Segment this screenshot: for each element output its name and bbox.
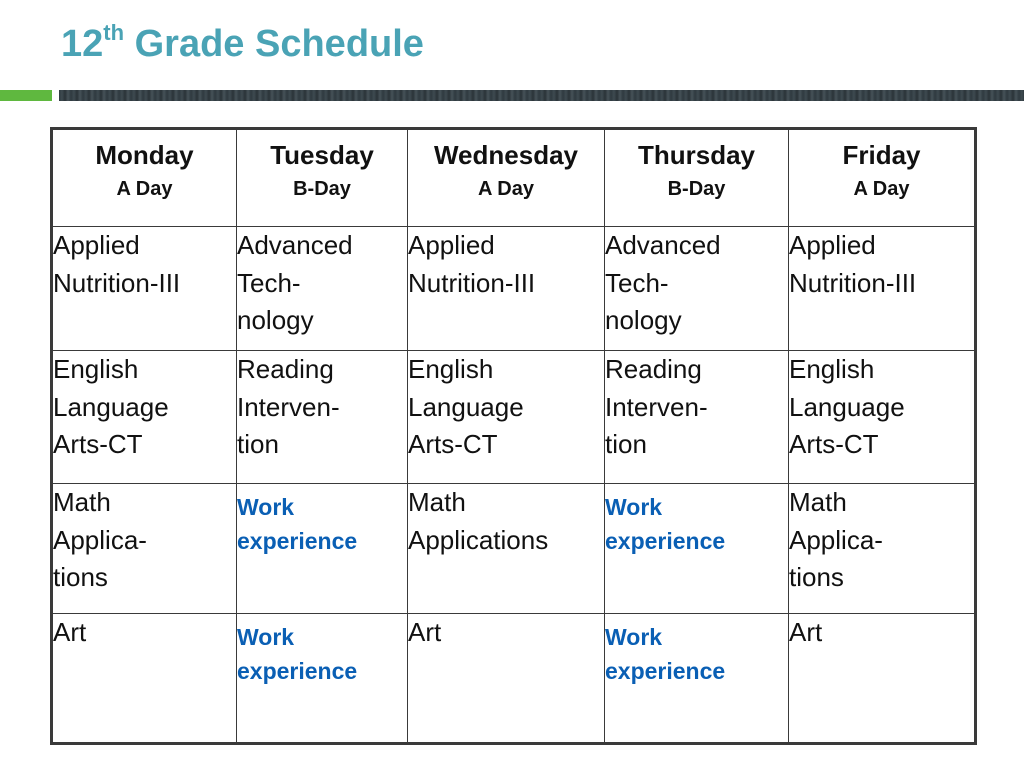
schedule-row — [52, 484, 976, 614]
schedule-header-row — [52, 129, 976, 227]
header-cell-thursday — [605, 129, 789, 227]
class-cell: Art — [52, 614, 237, 744]
class-cell: Math Applica- tions — [789, 484, 976, 614]
class-cell: Reading Interven- tion — [605, 351, 789, 484]
work-experience-cell: Work experience — [605, 484, 789, 614]
title-ordinal-suffix: th — [103, 20, 125, 46]
class-cell: Reading Interven- tion — [237, 351, 408, 484]
day-type: B-Day — [293, 178, 351, 200]
day-name: Thursday — [637, 140, 756, 170]
work-experience-cell: Work experience — [237, 614, 408, 744]
class-cell: Advanced Tech- nology — [605, 227, 789, 351]
header-cell-tuesday — [237, 129, 408, 227]
day-name: Tuesday — [270, 140, 374, 170]
class-cell: Applied Nutrition-III — [789, 227, 976, 351]
day-name: Monday — [95, 140, 194, 170]
work-experience-cell: Work experience — [605, 614, 789, 744]
title-number: 12 — [61, 23, 104, 65]
class-cell: English Language Arts-CT — [408, 351, 605, 484]
day-type: A Day — [116, 178, 173, 200]
class-cell: Applied Nutrition-III — [408, 227, 605, 351]
class-cell: Applied Nutrition-III — [52, 227, 237, 351]
class-cell: Math Applica- tions — [52, 484, 237, 614]
title-accent-dark-bar — [59, 90, 1024, 101]
header-cell-monday — [52, 129, 237, 227]
header-cell-wednesday — [408, 129, 605, 227]
class-cell: English Language Arts-CT — [52, 351, 237, 484]
day-name: Friday — [842, 140, 921, 170]
day-type: A Day — [478, 178, 534, 200]
title-accent-green-bar — [0, 90, 52, 101]
schedule-row — [52, 227, 976, 351]
slide-title — [61, 22, 424, 68]
day-type: B-Day — [667, 178, 726, 200]
class-cell: English Language Arts-CT — [789, 351, 976, 484]
class-cell: Advanced Tech- nology — [237, 227, 408, 351]
day-type: A Day — [853, 178, 910, 200]
title-text: Grade Schedule — [124, 23, 424, 65]
schedule-row — [52, 614, 976, 744]
work-experience-cell: Work experience — [237, 484, 408, 614]
header-cell-friday — [789, 129, 976, 227]
day-name: Wednesday — [433, 140, 578, 170]
class-cell: Math Applications — [408, 484, 605, 614]
schedule-row — [52, 351, 976, 484]
class-cell: Art — [789, 614, 976, 744]
class-cell: Art — [408, 614, 605, 744]
schedule-table — [50, 127, 977, 745]
